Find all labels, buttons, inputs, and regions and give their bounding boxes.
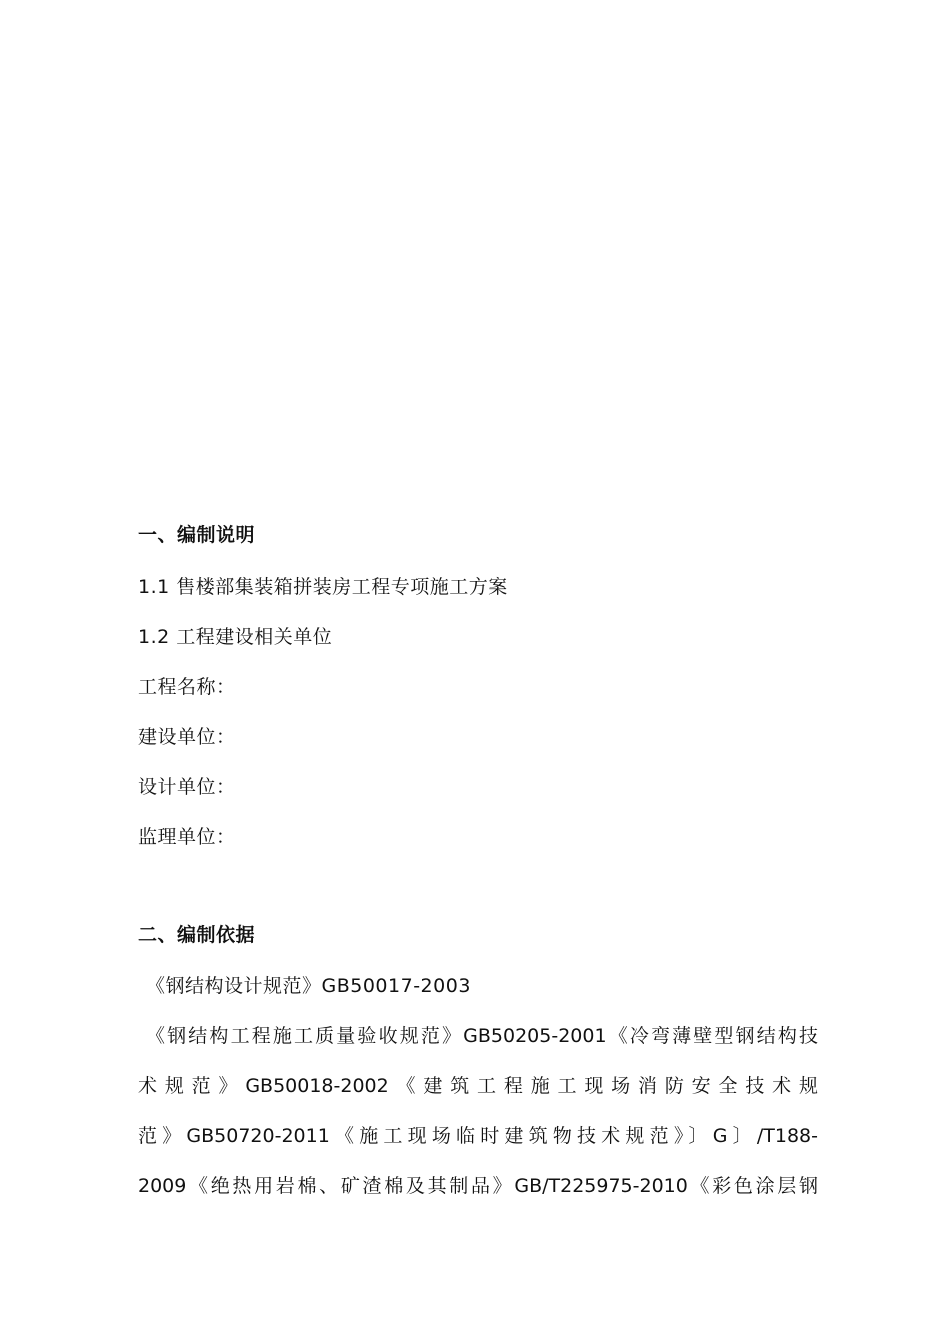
field-project-name: 工程名称： — [138, 676, 236, 698]
reference-line-text: 《钢结构工程施工质量验收规范》GB50205-2001《冷弯薄壁型钢结构技 — [146, 1025, 818, 1047]
reference-line-text: 术规范》GB50018-2002《建筑工程施工现场消防安全技术规 — [138, 1075, 818, 1097]
field-supervision-unit: 监理单位： — [138, 826, 236, 848]
reference-paragraph-line-3 — [138, 1123, 818, 1149]
reference-line-text: 范》GB50720-2011《施工现场临时建筑物技术规范》〕G〕/T188- — [138, 1125, 818, 1147]
reference-paragraph-line-1 — [146, 1023, 818, 1049]
field-construction-unit: 建设单位： — [138, 726, 236, 748]
reference-paragraph-line-4 — [138, 1173, 818, 1199]
reference-steel-design-code: 《钢结构设计规范》GB50017-2003 — [146, 975, 471, 997]
reference-line-text: 2009《绝热用岩棉、矿渣棉及其制品》GB/T225975-2010《彩色涂层钢 — [138, 1175, 818, 1197]
reference-paragraph-line-2 — [138, 1073, 818, 1099]
section-heading-compilation-notes: 一、编制说明 — [138, 524, 256, 546]
field-design-unit: 设计单位： — [138, 776, 236, 798]
section-heading-compilation-basis: 二、编制依据 — [138, 924, 256, 946]
item-1-1: 1.1 售楼部集装箱拼装房工程专项施工方案 — [138, 576, 508, 598]
item-1-2: 1.2 工程建设相关单位 — [138, 626, 333, 648]
